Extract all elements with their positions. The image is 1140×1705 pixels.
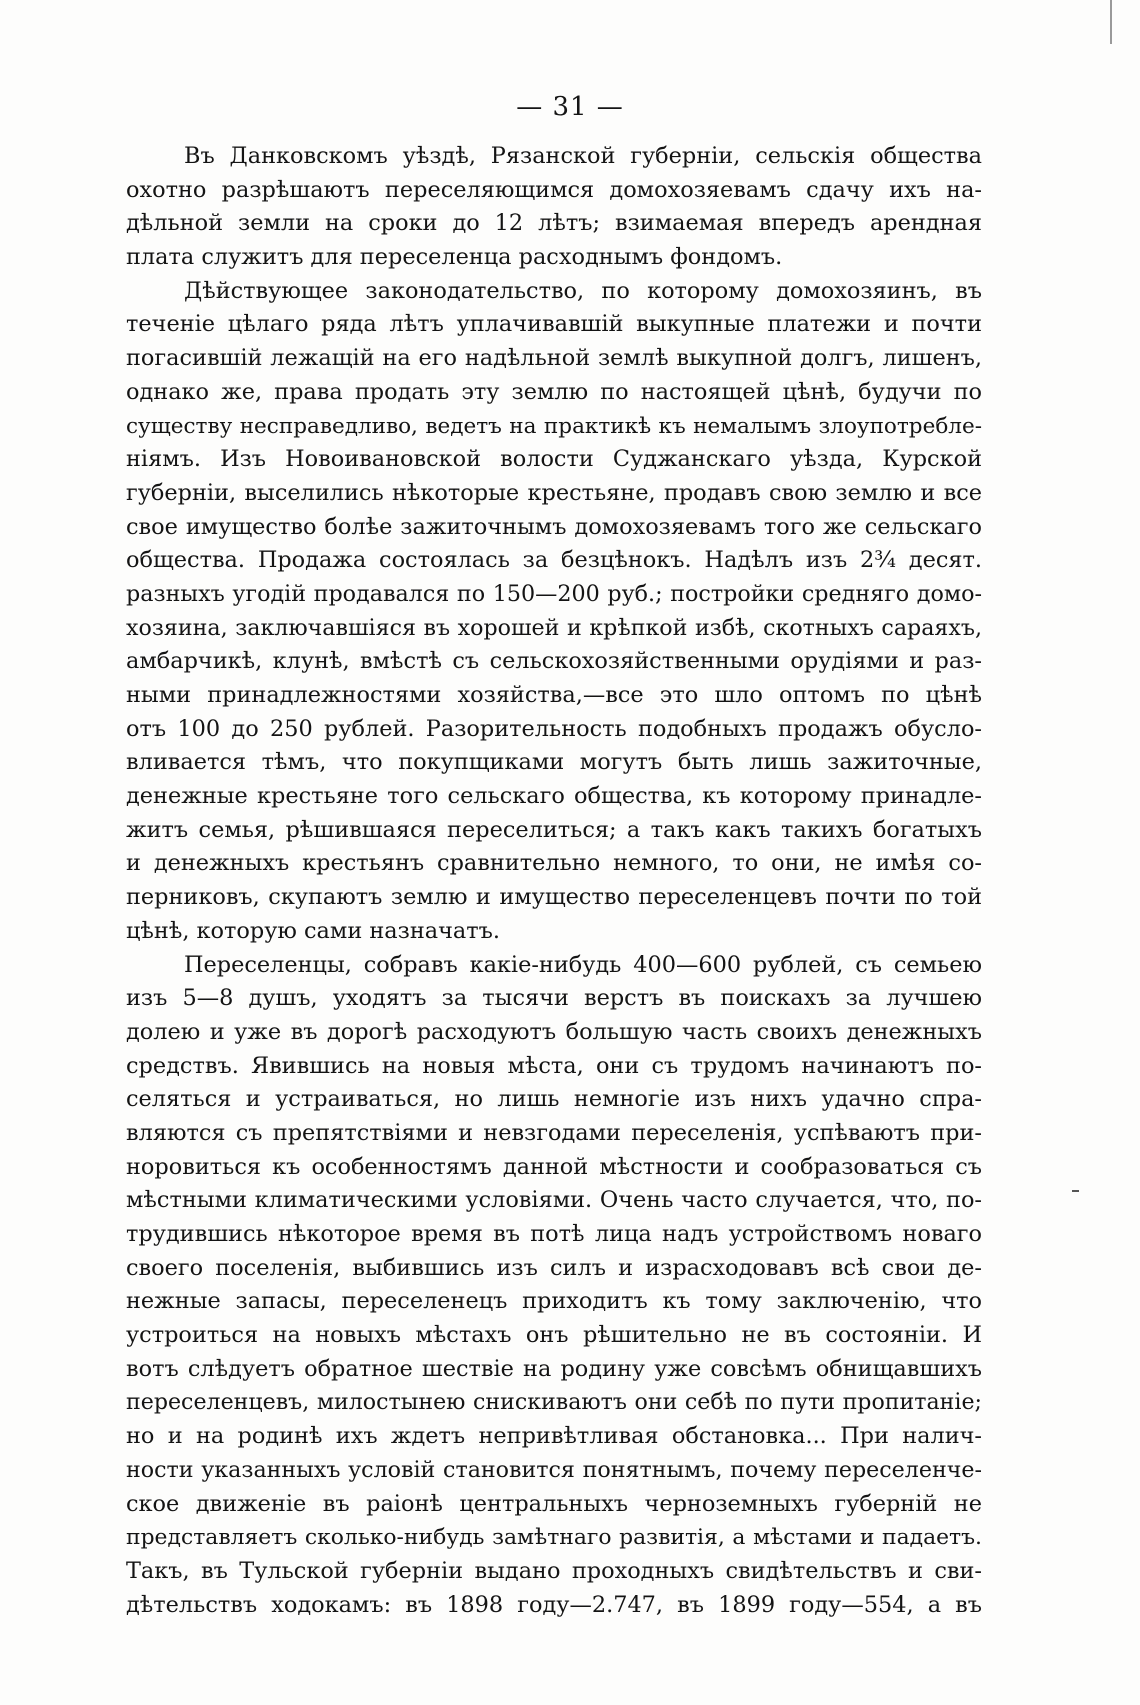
- scan-edge-mark: [1072, 1190, 1079, 1192]
- text-line: теченіе цѣлаго ряда лѣтъ уплачивавшій выкупные платежи и почти: [126, 311, 982, 338]
- text-line: губерніи, выселились нѣкоторые крестьяне, продавъ свою землю и все: [126, 479, 982, 506]
- text-line: ными принадлежностями хозяйства,—все это шло оптомъ по цѣнѣ: [126, 682, 982, 708]
- text-line: свое имущество болѣе зажиточнымъ домохозяевамъ того же сельскаго: [126, 513, 982, 540]
- text-line: представляетъ сколько-нибудь замѣтнаго развитія, а мѣстами и падаетъ.: [126, 1525, 982, 1551]
- text-line: своего поселенія, выбившись изъ силъ и израсходовавъ всѣ свои де-: [126, 1254, 982, 1281]
- text-line: переселенцевъ, милостынею снискиваютъ они себѣ по пути пропитаніе;: [126, 1389, 982, 1416]
- text-line: перниковъ, скупаютъ землю и имущество переселенцевъ почти по той: [126, 884, 982, 911]
- text-line: вляются съ препятствіями и невзгодами переселенія, успѣваютъ при-: [126, 1119, 982, 1146]
- body-text: [126, 140, 982, 1622]
- text-line: нежные запасы, переселенецъ приходитъ къ тому заключенію, что: [126, 1288, 982, 1315]
- text-line: но и на родинѣ ихъ ждетъ непривѣтливая обстановка... При налич-: [126, 1423, 982, 1450]
- text-line: Въ Данковскомъ уѣздѣ, Рязанской губерніи, сельскія общества: [184, 143, 982, 169]
- text-line: разныхъ угодій продавался по 150—200 руб.; постройки средняго домо-: [126, 580, 982, 607]
- text-line: устроиться на новыхъ мѣстахъ онъ рѣшительно не въ состояніи. И: [126, 1322, 982, 1349]
- text-line: Такъ, въ Тульской губерніи выдано проходныхъ свидѣтельствъ и сви-: [126, 1557, 982, 1584]
- text-line: средствъ. Явившись на новыя мѣста, они съ трудомъ начинаютъ по-: [126, 1052, 982, 1079]
- scan-edge-line: [1110, 0, 1112, 44]
- text-line: хозяина, заключавшіяся въ хорошей и крѣпкой избѣ, скотныхъ сараяхъ,: [126, 614, 982, 641]
- text-line: дѣльной земли на сроки до 12 лѣтъ; взимаемая впередъ арендная: [126, 210, 982, 237]
- text-line: мѣстными климатическими условіями. Очень часто случается, что, по-: [126, 1187, 982, 1214]
- text-line: существу несправедливо, ведетъ на практикѣ къ немалымъ злоупотребле-: [126, 413, 982, 439]
- text-line: однако же, права продать эту землю по настоящей цѣнѣ, будучи по: [126, 378, 982, 405]
- text-line: плата служитъ для переселенца расходнымъ фондомъ.: [126, 244, 783, 271]
- page-number: — 31 —: [516, 92, 624, 122]
- text-line: цѣнѣ, которую сами назначатъ.: [126, 917, 501, 944]
- text-line: вотъ слѣдуетъ обратное шествіе на родину уже совсѣмъ обнищавшихъ: [126, 1355, 982, 1382]
- text-line: вливается тѣмъ, что покупщиками могутъ быть лишь зажиточные,: [126, 749, 982, 776]
- text-line: трудившись нѣкоторое время въ потѣ лица надъ устройствомъ новаго: [126, 1221, 982, 1247]
- text-line: погасившій лежащій на его надѣльной землѣ выкупной долгъ, лишенъ,: [126, 345, 982, 372]
- text-line: ніямъ. Изъ Новоивановской волости Суджанскаго уѣзда, Курской: [126, 446, 982, 473]
- text-line: норовиться къ особенностямъ данной мѣстности и сообразоваться съ: [126, 1153, 982, 1180]
- text-line: амбарчикѣ, клунѣ, вмѣстѣ съ сельскохозяйственными орудіями и раз-: [126, 648, 982, 675]
- text-line: денежные крестьяне того сельскаго общества, къ которому принадле-: [126, 783, 982, 810]
- text-line: Дѣйствующее законодательство, по которому домохозяинъ, въ: [184, 277, 982, 304]
- text-line: дѣтельствъ ходокамъ: въ 1898 году—2.747, въ 1899 году—554, а въ: [126, 1591, 982, 1618]
- text-line: изъ 5—8 душъ, уходятъ за тысячи верстъ въ поискахъ за лучшею: [126, 985, 982, 1012]
- text-line: ское движеніе въ раіонѣ центральныхъ черноземныхъ губерній не: [126, 1490, 982, 1517]
- text-line: житъ семья, рѣшившаяся переселиться; а такъ какъ такихъ богатыхъ: [126, 816, 982, 843]
- text-line: селяться и устраиваться, но лишь немногіе изъ нихъ удачно спра-: [126, 1086, 982, 1113]
- text-line: отъ 100 до 250 рублей. Разорительность подобныхъ продажъ обусло-: [126, 715, 982, 742]
- text-line: Переселенцы, собравъ какіе-нибудь 400—600 рублей, съ семьею: [184, 951, 982, 978]
- text-line: охотно разрѣшаютъ переселяющимся домохозяевамъ сдачу ихъ на-: [126, 176, 982, 203]
- text-line: и денежныхъ крестьянъ сравнительно немного, то они, не имѣя со-: [126, 850, 982, 877]
- text-line: ности указанныхъ условій становится понятнымъ, почему переселенче-: [126, 1456, 982, 1483]
- text-line: общества. Продажа состоялась за безцѣнокъ. Надѣлъ изъ 2¾ десят.: [126, 547, 982, 574]
- text-line: долею и уже въ дорогѣ расходуютъ большую часть своихъ денежныхъ: [126, 1018, 982, 1045]
